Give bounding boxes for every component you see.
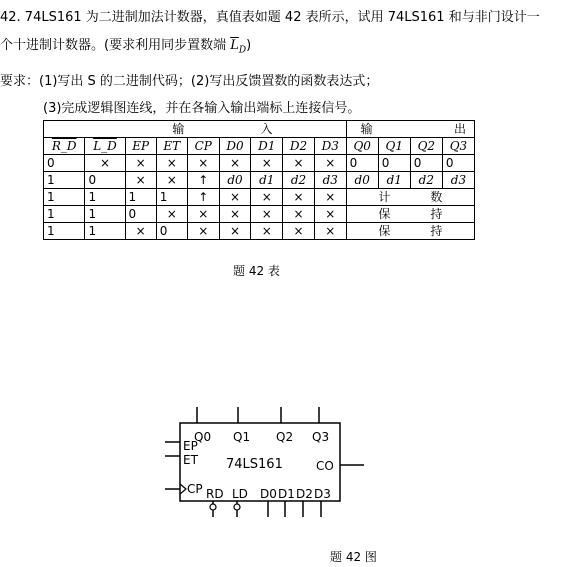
hdr-d1: D1 [251,138,283,155]
table-cell: 1 [125,189,156,206]
table-cell: d1 [378,172,410,189]
pin-d2-label: D2 [296,487,313,501]
table-cell: 0 [85,172,125,189]
figure-caption: 题 42 图 [330,550,377,564]
table-cell: × [251,223,283,240]
table-cell: × [219,223,251,240]
table-cell: 1 [85,223,125,240]
table-cell: 0 [156,223,187,240]
table-cell: d0 [219,172,251,189]
table-caption: 题 42 表 [233,264,280,278]
table-cell: 1 [44,172,85,189]
table-cell: d0 [346,172,378,189]
table-cell: × [314,155,346,172]
pin-q0-label: Q0 [194,430,212,444]
pin-q3-label: Q3 [312,430,330,444]
table-group-header-row [44,121,475,138]
table-row [44,172,475,189]
table-cell: ↑ [187,172,219,189]
problem-line-1: 42. 74LS161 为二进制加法计数器，真值表如题 42 表所示，试用 74LS161 和与非门设计一 [0,10,540,25]
table-cell: d2 [283,172,315,189]
table-cell: × [125,172,156,189]
pin-q1-label: Q1 [233,430,251,444]
table-header-row [44,138,475,155]
hdr-ld: L_D [85,138,125,155]
table-cell: × [125,223,156,240]
table-row [44,189,475,206]
table-cell: × [219,206,251,223]
table-cell: d3 [314,172,346,189]
hdr-d2: D2 [283,138,315,155]
pin-ld-label: LD [232,487,248,501]
group-output-left: 输 [346,121,410,138]
table-cell: 1 [44,189,85,206]
ld-subscript: D [238,45,247,56]
table-cell: × [85,155,125,172]
pin-d1-label: D1 [278,487,295,501]
table-cell: d1 [251,172,283,189]
hdr-cp: CP [187,138,219,155]
table-cell: × [314,189,346,206]
table-row [44,155,475,172]
hdr-rd: R_D [44,138,85,155]
table-cell: × [251,155,283,172]
hdr-ep: EP [125,138,156,155]
table-cell: × [314,206,346,223]
chip-name: 74LS161 [226,457,283,472]
table-cell: 1 [44,223,85,240]
hdr-q3: Q3 [442,138,474,155]
counter-diagram [150,405,380,520]
table-cell: ↑ [187,189,219,206]
table-cell: 0 [442,155,474,172]
table-cell: 0 [44,155,85,172]
group-input-left: 输 [44,121,188,138]
table-cell-merged: 计 数 [346,189,474,206]
requirement-1: 要求：(1)写出 S 的二进制代码；(2)写出反馈置数的函数表达式； [0,74,379,89]
table-cell: × [283,155,315,172]
hdr-d3: D3 [314,138,346,155]
table-cell: 1 [44,206,85,223]
table-row [44,206,475,223]
table-cell: × [219,155,251,172]
table-cell: 1 [156,189,187,206]
pin-et-label: ET [183,453,198,467]
table-cell: × [156,172,187,189]
hdr-q2: Q2 [410,138,442,155]
table-cell: d2 [410,172,442,189]
hdr-d0: D0 [219,138,251,155]
table-cell: × [251,189,283,206]
rd-inversion-bubble [210,504,216,510]
table-cell: 1 [85,206,125,223]
table-cell: × [219,189,251,206]
table-cell-merged: 保 持 [346,206,474,223]
pin-d0-label: D0 [260,487,277,501]
pin-cp-label: CP [187,482,203,496]
table-cell: × [156,206,187,223]
clock-triangle-icon [180,484,186,494]
table-cell: 0 [378,155,410,172]
problem-line-2-suffix: ) [246,38,252,53]
pin-ep-label: EP [183,439,198,453]
table-row [44,223,475,240]
pin-d3-label: D3 [314,487,331,501]
table-cell: 0 [410,155,442,172]
table-cell: d3 [442,172,474,189]
table-cell: 0 [125,206,156,223]
table-cell: × [156,155,187,172]
hdr-q0: Q0 [346,138,378,155]
truth-table [43,120,475,240]
table-cell: × [125,155,156,172]
table-cell: × [187,223,219,240]
ld-symbol: $\overline{L}$ [230,38,239,53]
table-cell-merged: 保 持 [346,223,474,240]
problem-line-2 [0,34,251,56]
table-cell: × [283,206,315,223]
group-input-right: 入 [187,121,346,138]
ld-inversion-bubble [234,504,240,510]
table-cell: × [314,223,346,240]
hdr-et: ET [156,138,187,155]
table-cell: × [283,223,315,240]
table-cell: 1 [85,189,125,206]
table-cell: 0 [346,155,378,172]
pin-q2-label: Q2 [276,430,294,444]
pin-rd-label: RD [206,487,224,501]
group-output-right: 出 [410,121,474,138]
requirement-2: (3)完成逻辑图连线，并在各输入输出端标上连接信号。 [43,101,361,116]
table-cell: × [187,155,219,172]
table-cell: × [187,206,219,223]
table-cell: × [251,206,283,223]
hdr-q1: Q1 [378,138,410,155]
problem-line-2-prefix: 个十进制计数器。(要求利用同步置数端 [0,38,231,53]
table-cell: × [283,189,315,206]
pin-co-label: CO [316,459,334,473]
